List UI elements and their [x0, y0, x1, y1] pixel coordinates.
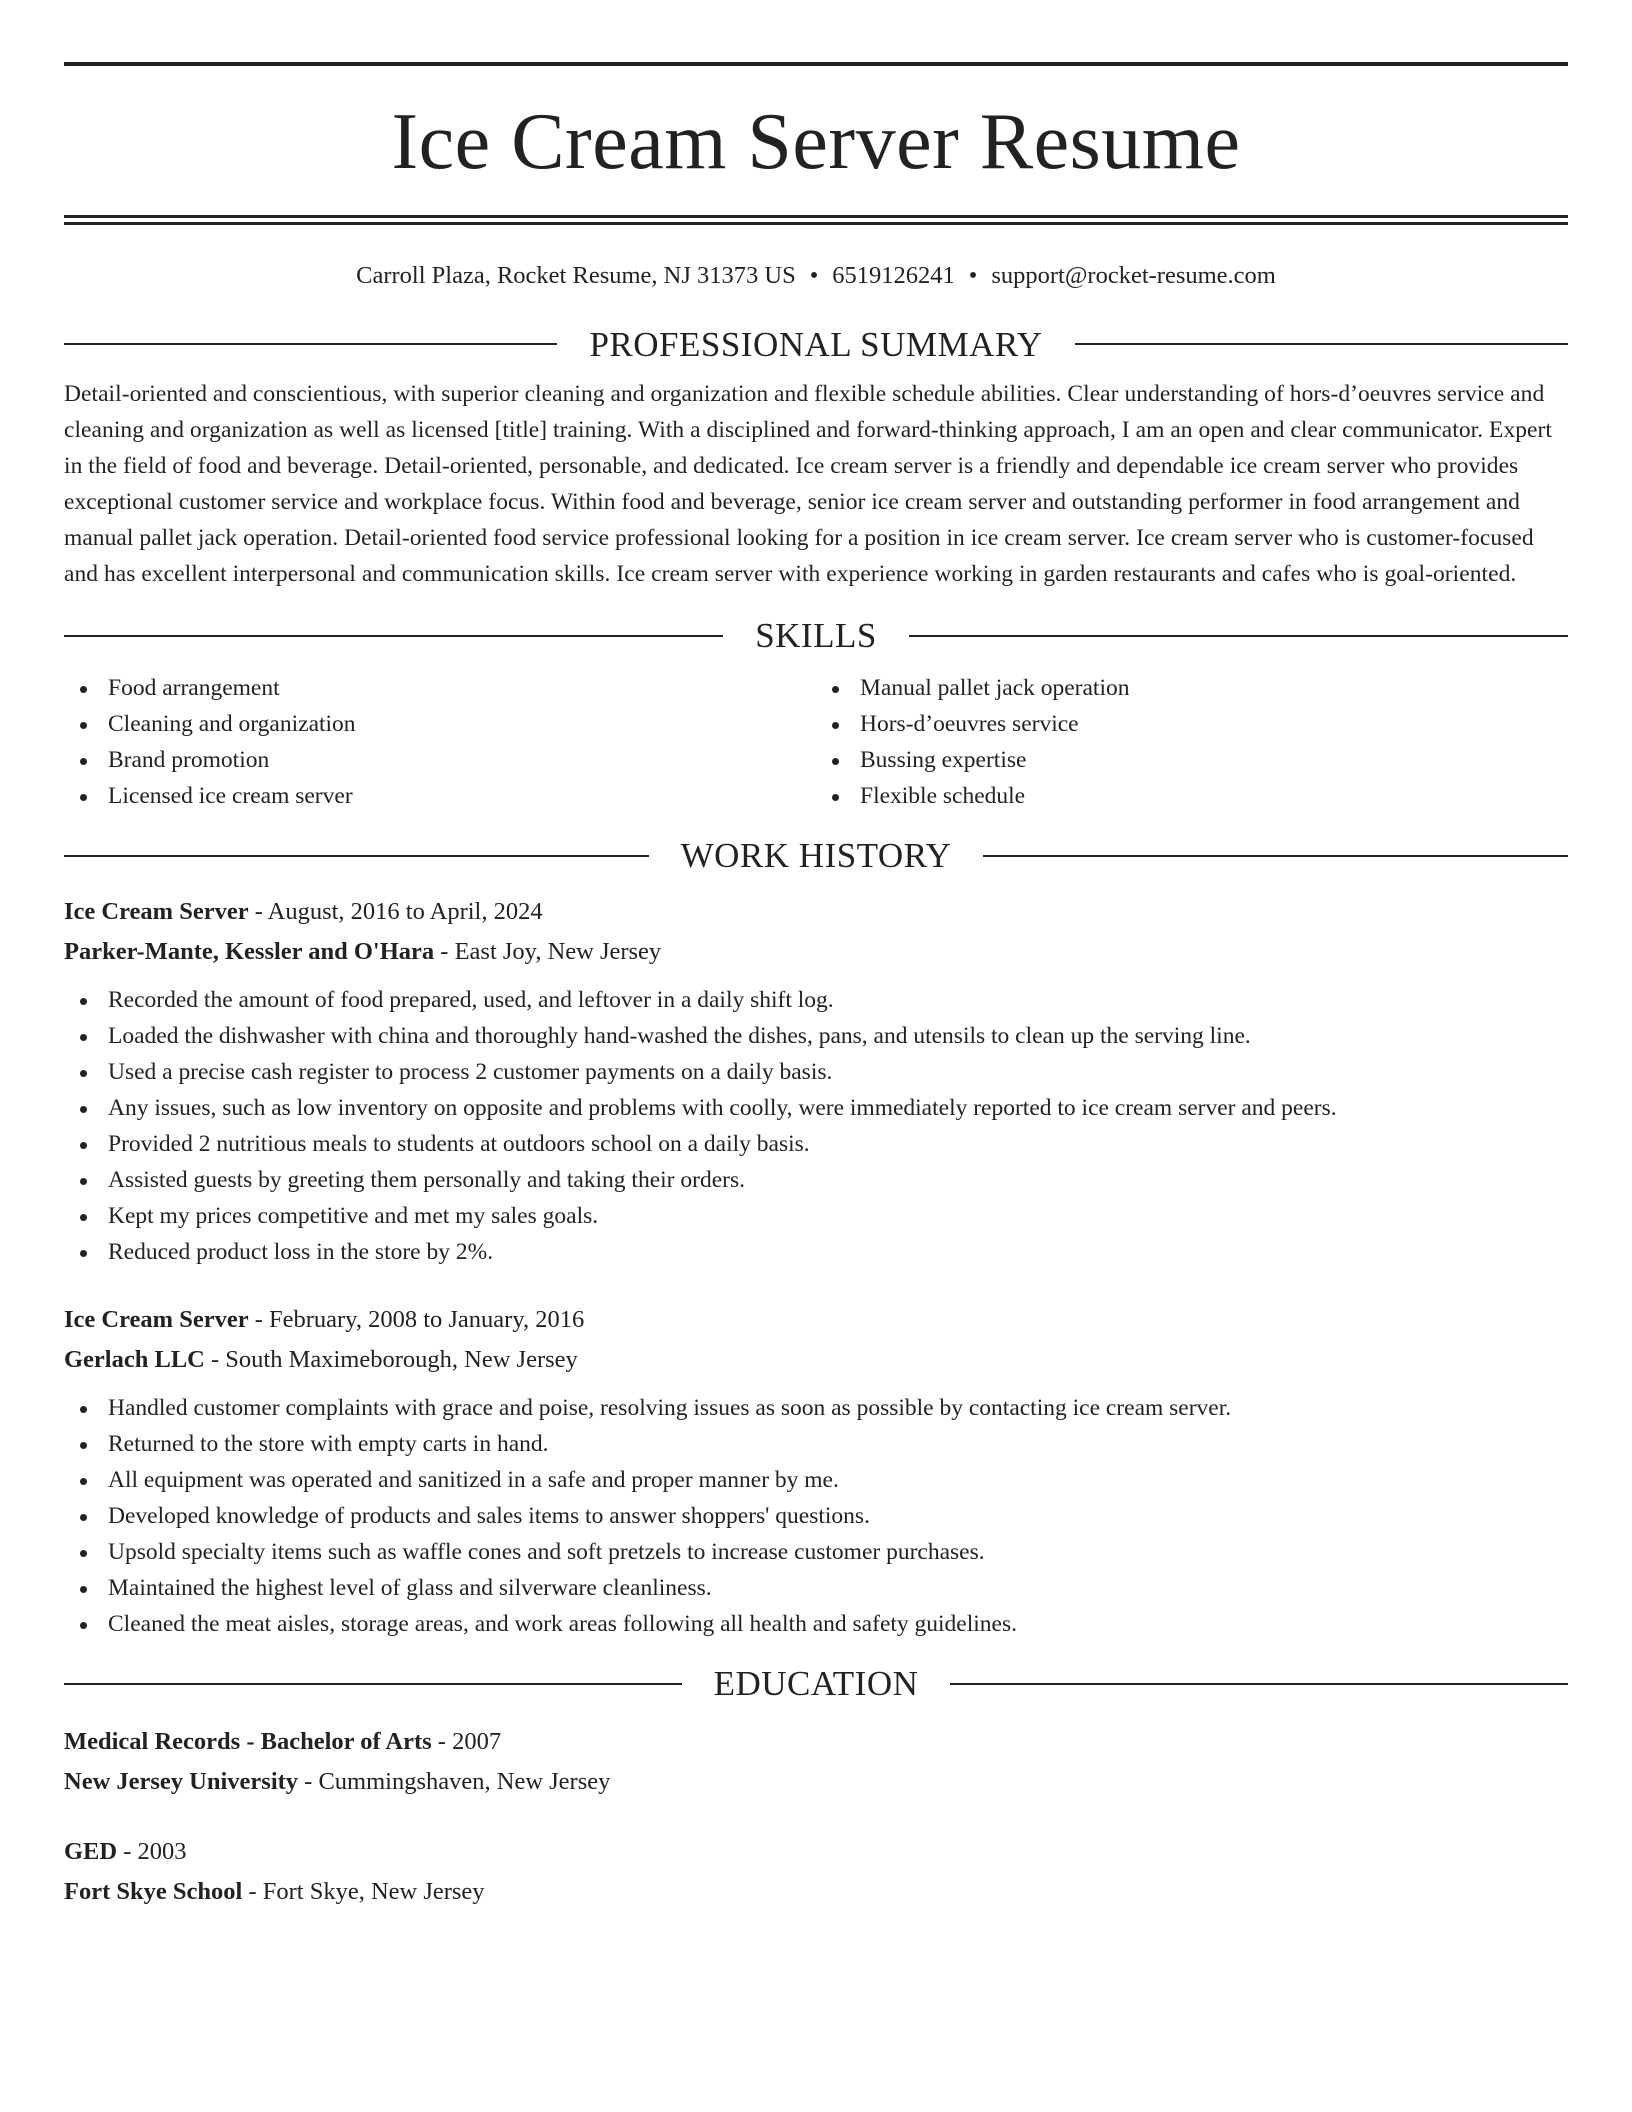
education-degree: Medical Records - Bachelor of Arts: [64, 1727, 432, 1755]
title-double-rule: [64, 215, 1568, 225]
job-company: Parker-Mante, Kessler and O'Hara: [64, 937, 435, 965]
education-entry: [64, 1832, 1568, 1912]
heading-rule-left: [64, 343, 557, 345]
job-duties: [64, 1390, 1568, 1642]
education-degree-line: [64, 1722, 1568, 1762]
skill-item: Bussing expertise: [816, 742, 1568, 778]
duty-item: Used a precise cash register to process 2 customer payments on a daily basis.: [64, 1054, 1568, 1090]
education-school-line: [64, 1872, 1568, 1912]
duty-item: Kept my prices competitive and met my sales goals.: [64, 1198, 1568, 1234]
work-heading-label: WORK HISTORY: [680, 836, 952, 876]
job-duties: [64, 982, 1568, 1270]
education-degree-line: [64, 1832, 1568, 1872]
education-school: New Jersey University: [64, 1767, 299, 1795]
heading-rule-right: [983, 855, 1568, 857]
skills-heading: [64, 616, 1568, 656]
resume-title: Ice Cream Server Resume: [391, 98, 1241, 186]
duty-item: Returned to the store with empty carts in hand.: [64, 1426, 1568, 1462]
job-entry: [64, 892, 1568, 1270]
duty-item: Cleaned the meat aisles, storage areas, and work areas following all health and safety guidelines.: [64, 1606, 1568, 1642]
summary-heading-label: PROFESSIONAL SUMMARY: [589, 324, 1043, 364]
education-heading: [64, 1664, 1568, 1704]
skills-column-left: [64, 670, 816, 814]
heading-rule-right: [950, 1683, 1568, 1685]
skill-item: Food arrangement: [64, 670, 816, 706]
job-company-line: [64, 1340, 1568, 1380]
heading-rule-right: [909, 635, 1568, 637]
duty-item: Recorded the amount of food prepared, used, and leftover in a daily shift log.: [64, 982, 1568, 1018]
job-location: - South Maximeborough, New Jersey: [204, 1345, 578, 1373]
job-title: Ice Cream Server: [64, 1305, 249, 1333]
skill-item: Licensed ice cream server: [64, 778, 816, 814]
summary-heading: [64, 324, 1568, 364]
work-heading: [64, 836, 1568, 876]
education-entry: [64, 1722, 1568, 1802]
job-company: Gerlach LLC: [64, 1345, 205, 1373]
contact-separator: •: [968, 262, 978, 289]
duty-item: Upsold specialty items such as waffle cones and soft pretzels to increase customer purchases.: [64, 1534, 1568, 1570]
job-title-line: [64, 892, 1568, 932]
skill-item: Manual pallet jack operation: [816, 670, 1568, 706]
duty-item: Developed knowledge of products and sales items to answer shoppers' questions.: [64, 1498, 1568, 1534]
job-dates: - February, 2008 to January, 2016: [248, 1305, 585, 1333]
education-year: - 2003: [117, 1837, 187, 1865]
duty-item: Maintained the highest level of glass and silverware cleanliness.: [64, 1570, 1568, 1606]
duty-item: Reduced product loss in the store by 2%.: [64, 1234, 1568, 1270]
duty-item: Provided 2 nutritious meals to students at outdoors school on a daily basis.: [64, 1126, 1568, 1162]
contact-email: support@rocket-resume.com: [991, 262, 1276, 289]
contact-address: Carroll Plaza, Rocket Resume, NJ 31373 US: [356, 262, 796, 289]
skill-item: Brand promotion: [64, 742, 816, 778]
education-degree: GED: [64, 1837, 118, 1865]
job-entry: [64, 1300, 1568, 1642]
education-year: - 2007: [431, 1727, 502, 1755]
job-location: - East Joy, New Jersey: [434, 937, 662, 965]
education-school-line: [64, 1762, 1568, 1802]
skills-column-right: [816, 670, 1568, 814]
duty-item: Assisted guests by greeting them personally and taking their orders.: [64, 1162, 1568, 1198]
job-company-line: [64, 932, 1568, 972]
contact-separator: •: [809, 262, 819, 289]
education-school: Fort Skye School: [64, 1877, 243, 1905]
job-title: Ice Cream Server: [64, 897, 249, 925]
summary-text: Detail-oriented and conscientious, with superior cleaning and organization and flexible schedule abilities. Clear understanding of hors-d’oeuvres service and cleaning and organization as well as licensed [title] training. With a disciplined and forward-thinking approach, I am an open and clear communicator. Expert in the field of food and beverage. Detail-oriented, personable, and dedicated. Ice cream server is a friendly and dependable ice cream server who provides exceptional customer service and workplace focus. Within food and beverage, senior ice cream server and outstanding performer in food arrangement and manual pallet jack operation. Detail-oriented food service professional looking for a position in ice cream server. Ice cream server who is customer-focused and has excellent interpersonal and communication skills. Ice cream server with experience working in garden restaurants and cafes who is goal-oriented.: [64, 381, 1552, 588]
skill-item: Hors-d’oeuvres service: [816, 706, 1568, 742]
skills-heading-label: SKILLS: [755, 616, 877, 656]
contact-line: [64, 261, 1568, 290]
top-rule: [64, 62, 1568, 66]
education-location: - Fort Skye, New Jersey: [242, 1877, 485, 1905]
skill-item: Flexible schedule: [816, 778, 1568, 814]
duty-item: Any issues, such as low inventory on opposite and problems with coolly, were immediately reported to ice cream server and peers.: [64, 1090, 1568, 1126]
contact-phone: 6519126241: [832, 262, 955, 289]
education-heading-label: EDUCATION: [713, 1664, 919, 1704]
job-title-line: [64, 1300, 1568, 1340]
heading-rule-left: [64, 1683, 682, 1685]
heading-rule-right: [1075, 343, 1568, 345]
duty-item: Handled customer complaints with grace and poise, resolving issues as soon as possible by contacting ice cream server.: [64, 1390, 1568, 1426]
heading-rule-left: [64, 635, 723, 637]
skill-item: Cleaning and organization: [64, 706, 816, 742]
education-location: - Cummingshaven, New Jersey: [298, 1767, 611, 1795]
heading-rule-left: [64, 855, 649, 857]
skills-list: [64, 670, 1568, 814]
duty-item: All equipment was operated and sanitized in a safe and proper manner by me.: [64, 1462, 1568, 1498]
duty-item: Loaded the dishwasher with china and thoroughly hand-washed the dishes, pans, and utensils to clean up the serving line.: [64, 1018, 1568, 1054]
job-dates: - August, 2016 to April, 2024: [248, 897, 543, 925]
